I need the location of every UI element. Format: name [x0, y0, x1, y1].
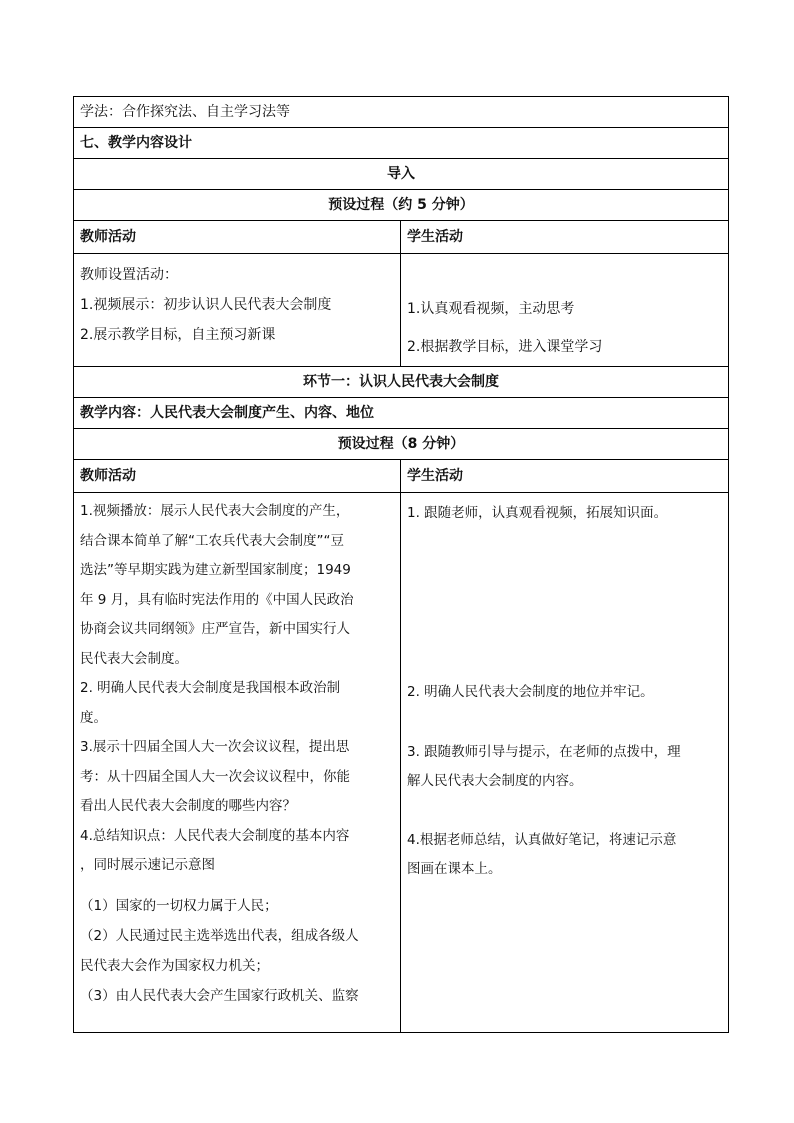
- student-activity-intro: [401, 254, 729, 367]
- student-item-4: [407, 826, 676, 884]
- student-line: 解人民代表大会制度的内容。: [407, 773, 583, 789]
- teacher-activity-intro: [74, 254, 401, 367]
- activity-header-row-1: [74, 221, 729, 254]
- preset-heading-2: 预设过程（8 分钟）: [74, 429, 729, 460]
- student-line: 2.根据教学目标，进入课堂学习: [407, 339, 603, 355]
- intro-row: [74, 159, 729, 190]
- teacher-line: 考：从十四届全国人大一次会议议程中，你能: [80, 768, 350, 785]
- preset-heading-1: 预设过程（约 5 分钟）: [74, 190, 729, 221]
- link1-row: [74, 367, 729, 398]
- student-item-1: 1. 跟随老师，认真观看视频，拓展知识面。: [407, 505, 668, 521]
- teacher-line: （2）人民通过民主选举选出代表，组成各级人: [80, 927, 359, 944]
- teacher-line: 民代表大会作为国家权力机关；: [80, 957, 269, 974]
- study-method-text: 学法：合作探究法、自主学习法等: [74, 97, 729, 128]
- student-activity-header: 学生活动: [401, 460, 729, 493]
- student-activity-link1: [401, 493, 729, 1033]
- teacher-line: 选法”等早期实践为建立新型国家制度；1949: [80, 562, 351, 578]
- content-row: [74, 398, 729, 429]
- teacher-line: 2. 明确人民代表大会制度是我国根本政治制: [80, 680, 341, 696]
- teacher-line: 年 9 月，具有临时宪法作用的《中国人民政治: [80, 591, 354, 608]
- teacher-line: 看出人民代表大会制度的哪些内容？: [80, 798, 296, 814]
- section-title: 七、教学内容设计: [74, 128, 729, 159]
- student-line: 图画在课本上。: [407, 861, 502, 877]
- teacher-line: ，同时展示速记示意图: [80, 857, 215, 873]
- teacher-line: 教师设置活动：: [80, 267, 178, 283]
- student-item-2: 2. 明确人民代表大会制度的地位并牢记。: [407, 684, 654, 700]
- teacher-line: 3.展示十四届全国人大一次会议议程，提出思: [80, 739, 350, 755]
- teacher-line: 协商会议共同纲领》庄严宣告，新中国实行人: [80, 621, 350, 637]
- teacher-activity-header: 教师活动: [74, 460, 401, 493]
- intro-heading: 导入: [74, 159, 729, 190]
- student-line: 3. 跟随教师引导与提示，在老师的点拨中，理: [407, 744, 681, 760]
- intro-activity-row: [74, 254, 729, 367]
- teacher-line: 结合课本简单了解“工农兵代表大会制度”“豆: [80, 532, 344, 549]
- teacher-line: 1.视频展示：初步认识人民代表大会制度: [80, 297, 332, 313]
- student-line: 4.根据老师总结，认真做好笔记，将速记示意: [407, 832, 677, 848]
- teacher-line: （3）由人民代表大会产生国家行政机关、监察: [80, 987, 359, 1004]
- teacher-line: 2.展示教学目标，自主预习新课: [80, 327, 276, 343]
- preset-row-1: [74, 190, 729, 221]
- teacher-paragraph: [80, 497, 396, 1011]
- teacher-activity-header: 教师活动: [74, 221, 401, 254]
- teacher-line: 度。: [80, 709, 107, 726]
- content-text: 教学内容：人民代表大会制度产生、内容、地位: [74, 398, 729, 429]
- student-item-3: [407, 738, 681, 796]
- lesson-plan-table: [73, 96, 729, 1033]
- student-line: 1.认真观看视频，主动思考: [407, 301, 575, 317]
- preset-row-2: [74, 429, 729, 460]
- teacher-line: （1）国家的一切权力属于人民；: [80, 897, 278, 914]
- teacher-line: 1.视频播放：展示人民代表大会制度的产生，: [80, 503, 350, 519]
- teacher-activity-link1: [74, 493, 401, 1033]
- link1-heading: 环节一：认识人民代表大会制度: [74, 367, 729, 398]
- teacher-line: 4.总结知识点：人民代表大会制度的基本内容: [80, 827, 350, 844]
- activity-header-row-2: [74, 460, 729, 493]
- link1-activity-row: [74, 493, 729, 1033]
- study-method-row: [74, 97, 729, 128]
- student-activity-header: 学生活动: [401, 221, 729, 254]
- teacher-line: 民代表大会制度。: [80, 650, 188, 667]
- section-title-row: [74, 128, 729, 159]
